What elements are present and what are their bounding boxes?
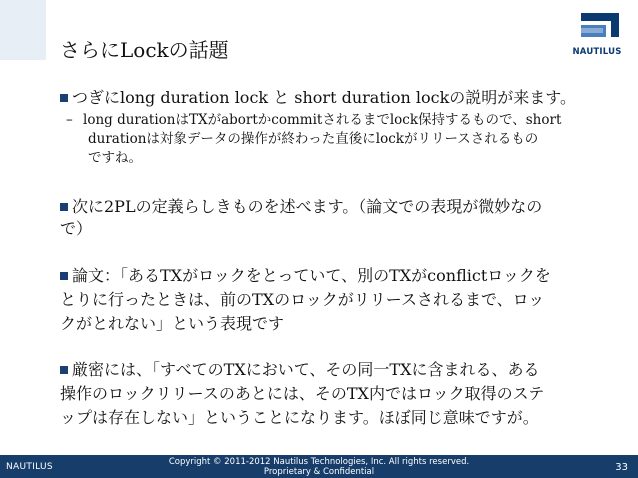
copyright-line-2: Proprietary & Confidential xyxy=(263,467,375,477)
logo-text: NAUTILUS xyxy=(572,47,622,57)
page-number: 33 xyxy=(615,462,628,473)
bullet-marker xyxy=(60,366,68,374)
footer-copyright xyxy=(0,457,638,477)
bullet-3-line-1: 論文：「あるTXがロックをとっていて、別のTXがconflictロックを xyxy=(60,265,551,287)
bullet-marker xyxy=(60,94,68,102)
bullet-marker xyxy=(60,272,68,280)
bullet-marker xyxy=(60,203,68,211)
bullet-4-line-1: 厳密には、「すべてのTXにおいて、その同一TXに含まれる、ある xyxy=(60,359,540,381)
bullet-2-line-1: 次に2PLの定義らしきものを述べます。（論文での表現が微妙なの xyxy=(60,196,542,218)
dash-marker: – xyxy=(66,112,73,128)
slide-title: さらにLockの話題 xyxy=(60,38,229,62)
title-accent-bar xyxy=(0,0,46,60)
bullet-2-line-2: で） xyxy=(60,219,93,238)
bullet-4-line-2: 操作のロックリリースのあとには、そのTX内ではロック取得のステ xyxy=(60,384,545,403)
nautilus-logo xyxy=(562,6,632,64)
sub-item-1-line-2: durationは対象データの操作が終わった直後にlockがリリースされるもの xyxy=(88,131,539,147)
bullet-3-line-3: クがとれない」という表現です xyxy=(60,314,285,333)
nautilus-logo-icon xyxy=(578,6,622,44)
footer-company: NAUTILUS xyxy=(6,462,53,472)
bullet-1-line-1: つぎにlong duration lock と short duration lockの説明が来ます。 xyxy=(60,87,576,109)
title-accent-divider xyxy=(46,0,47,60)
copyright-line-1: Copyright © 2011-2012 Nautilus Technologies, Inc. All rights reserved. xyxy=(168,457,470,467)
sub-item-1-line-3: ですね。 xyxy=(88,150,142,166)
sub-item-1-line-1: – long durationはTXがabortかcommitされるまでlock保持するもので、short xyxy=(66,112,562,128)
bullet-4-line-3: ップは存在しない」ということになります。ほぼ同じ意味ですが。 xyxy=(60,408,539,427)
bullet-3-line-2: とりに行ったときは、前のTXのロックがリリースされるまで、ロッ xyxy=(60,290,545,309)
